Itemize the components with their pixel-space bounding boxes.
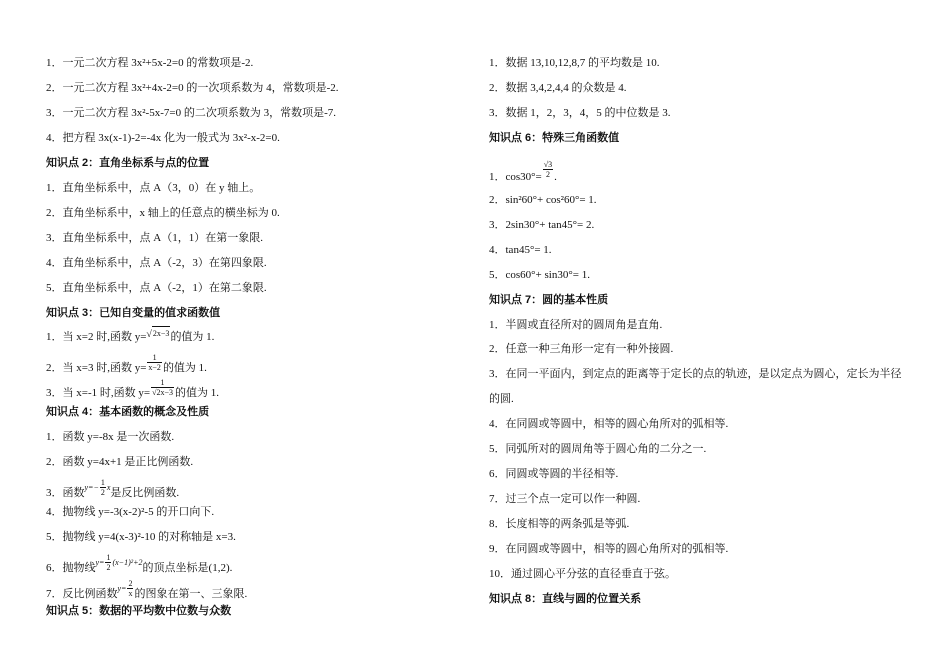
list-item: 3．直角坐标系中，点 A（1，1）在第一象限. xyxy=(46,232,263,244)
list-item-continued: 的圆. xyxy=(489,393,514,405)
fraction xyxy=(127,579,133,598)
list-item: 2．直角坐标系中，x 轴上的任意点的横坐标为 0. xyxy=(46,207,280,219)
numerator: 1 xyxy=(147,353,162,363)
list-item: 5．抛物线 y=4(x-3)²-10 的对称轴是 x=3. xyxy=(46,531,236,543)
fraction xyxy=(147,353,162,372)
sqrt-symbol: √ xyxy=(146,329,152,340)
item-text: 7．反比例函数 xyxy=(46,588,118,601)
list-item xyxy=(46,330,214,345)
list-item: 2．数据 3,4,2,4,4 的众数是 4. xyxy=(489,82,627,94)
list-item: 6．同圆或等圆的半径相等. xyxy=(489,468,619,480)
left-column xyxy=(46,0,476,672)
numerator: 1 xyxy=(151,378,174,388)
item-text: . xyxy=(554,171,557,184)
list-item xyxy=(46,353,207,378)
denominator: 2 xyxy=(545,170,550,179)
formula-rest: (x−1)²+2 xyxy=(112,558,143,568)
item-text: 的值为 1. xyxy=(174,387,219,400)
fraction xyxy=(151,378,174,397)
list-item xyxy=(46,579,248,604)
numerator: 2 xyxy=(128,579,133,588)
fraction xyxy=(100,478,106,497)
section-heading: 知识点 5：数据的平均数中位数与众数 xyxy=(46,605,232,617)
item-text: 的图象在第一、三象限. xyxy=(134,588,248,601)
denominator: 2 xyxy=(106,563,111,572)
formula-var: x xyxy=(106,483,111,493)
item-text: 是反比例函数. xyxy=(110,487,180,500)
item-text: 2．当 x=3 时,函数 y= xyxy=(46,362,147,375)
list-item: 1．数据 13,10,12,8,7 的平均数是 10. xyxy=(489,57,660,69)
list-item: 2．一元二次方程 3x²+4x-2=0 的一次项系数为 4，常数项是-2. xyxy=(46,82,339,94)
list-item: 3．一元二次方程 3x²-5x-7=0 的二次项系数为 3，常数项是-7. xyxy=(46,107,336,119)
list-item xyxy=(46,478,180,503)
list-item: 1．函数 y=-8x 是一次函数. xyxy=(46,431,175,443)
fraction xyxy=(105,553,111,572)
section-heading: 知识点 3：已知自变量的值求函数值 xyxy=(46,307,221,319)
list-item: 1．一元二次方程 3x²+5x-2=0 的常数项是-2. xyxy=(46,57,254,69)
numerator: 1 xyxy=(100,478,105,487)
list-item: 9．在同圆或等圆中，相等的圆心角所对的弧相等. xyxy=(489,543,729,555)
list-item: 3．数据 1，2，3，4，5 的中位数是 3. xyxy=(489,107,671,119)
numerator: 1 xyxy=(106,553,111,562)
list-item: 7．过三个点一定可以作一种圆. xyxy=(489,493,641,505)
list-item: 8．长度相等的两条弧是等弧. xyxy=(489,518,630,530)
formula-lhs: y= xyxy=(117,584,127,594)
section-heading: 知识点 2：直角坐标系与点的位置 xyxy=(46,157,210,169)
item-text: 3．函数 xyxy=(46,487,85,500)
denominator: x−2 xyxy=(148,363,161,372)
list-item xyxy=(46,378,219,403)
list-item: 4．在同圆或等圆中，相等的圆心角所对的弧相等. xyxy=(489,418,729,430)
section-heading: 知识点 6：特殊三角函数值 xyxy=(489,132,620,144)
radicand: 2x−3 xyxy=(156,388,173,397)
list-item: 5．直角坐标系中，点 A（-2，1）在第二象限. xyxy=(46,282,267,294)
denominator: x xyxy=(128,589,133,598)
list-item: 5．cos60°+ sin30°= 1. xyxy=(489,269,590,281)
list-item: 2．任意一种三角形一定有一种外接圆. xyxy=(489,343,674,355)
formula-lhs: y=− xyxy=(84,483,99,493)
list-item: 1．直角坐标系中，点 A（3，0）在 y 轴上。 xyxy=(46,182,261,194)
list-item: 10．通过圆心平分弦的直径垂直于弦。 xyxy=(489,568,676,580)
item-text: 的值为 1. xyxy=(170,331,215,343)
list-item: 5．同弧所对的圆周角等于圆心角的二分之一. xyxy=(489,443,707,455)
section-heading: 知识点 4：基本函数的概念及性质 xyxy=(46,406,210,418)
list-item: 2．函数 y=4x+1 是正比例函数. xyxy=(46,456,194,468)
numerator: √3 xyxy=(543,160,553,169)
list-item: 4．把方程 3x(x-1)-2=-4x 化为一般式为 3x²-x-2=0. xyxy=(46,132,280,144)
list-item xyxy=(46,553,233,578)
item-text: 6．抛物线 xyxy=(46,562,96,575)
list-item: 4．抛物线 y=-3(x-2)²-5 的开口向下. xyxy=(46,506,215,518)
item-text: 的值为 1. xyxy=(162,362,207,375)
item-text: 1．当 x=2 时,函数 y= xyxy=(46,331,147,343)
denominator: √2x−3 xyxy=(152,388,173,397)
list-item: 3．2sin30°+ tan45°= 2. xyxy=(489,219,595,231)
radicand: 2x−3 xyxy=(152,326,171,341)
list-item: 1．半圆或直径所对的圆周角是直角. xyxy=(489,319,663,331)
fraction xyxy=(543,160,553,179)
formula-lhs: y= xyxy=(95,558,105,568)
item-text: 的顶点坐标是(1,2). xyxy=(142,562,233,575)
denominator: 2 xyxy=(100,488,105,497)
list-item: 4．tan45°= 1. xyxy=(489,244,552,256)
right-column xyxy=(489,0,909,672)
section-heading: 知识点 7：圆的基本性质 xyxy=(489,294,609,306)
list-item: 2．sin²60°+ cos²60°= 1. xyxy=(489,194,597,206)
section-heading: 知识点 8：直线与圆的位置关系 xyxy=(489,593,642,605)
item-text: 1．cos30°= xyxy=(489,171,542,184)
list-item xyxy=(489,160,557,187)
item-text: 3．当 x=-1 时,函数 y= xyxy=(46,387,151,400)
list-item: 4．直角坐标系中，点 A（-2，3）在第四象限. xyxy=(46,257,267,269)
list-item: 3．在同一平面内，到定点的距离等于定长的点的轨迹，是以定点为圆心，定长为半径 xyxy=(489,368,902,380)
